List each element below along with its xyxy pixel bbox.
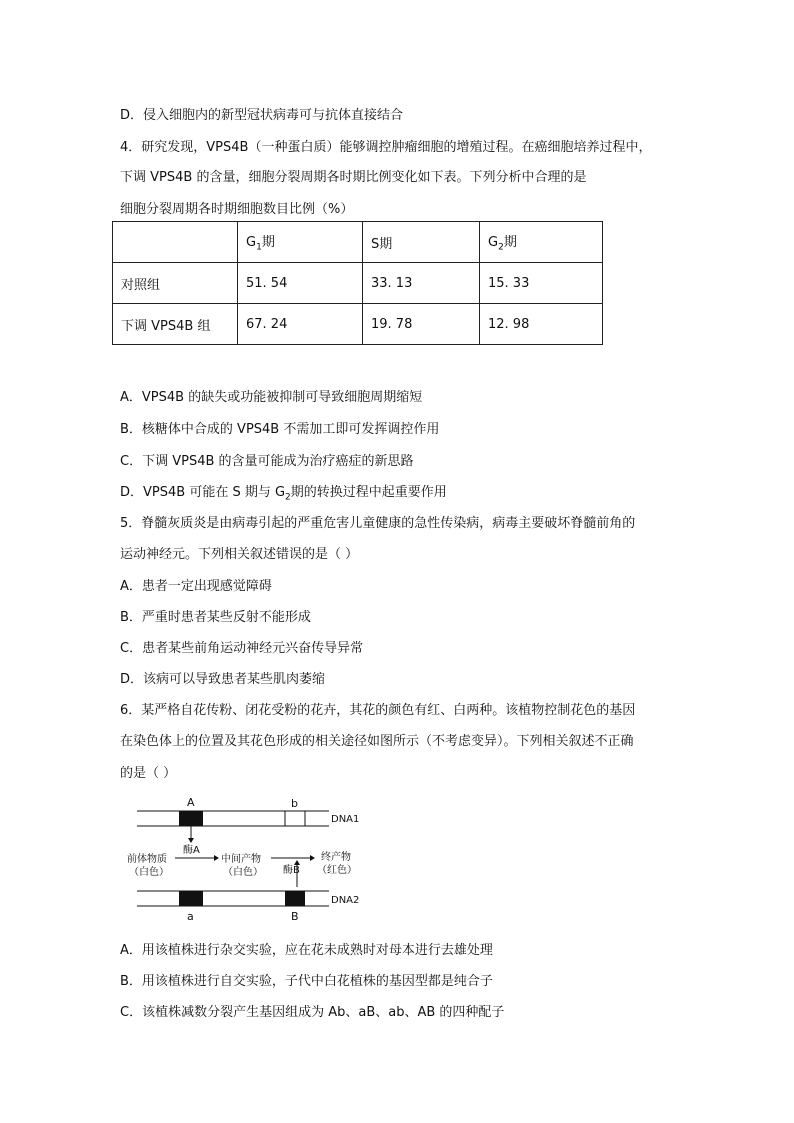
q4-option-d-post: 期的转换过程中起重要作用 [290,485,447,500]
q6-option-a: A．用该植株进行杂交实验，应在花未成熟时对母本进行去雄处理 [120,943,493,958]
gene-b-block [285,811,305,826]
q5-option-a: A．患者一定出现感觉障碍 [120,579,272,594]
gene-b-label: b [291,797,298,810]
header-g2-label: G [488,235,499,251]
cell-cycle-table [112,221,603,345]
intermediate-label: 中间产物 [221,854,261,865]
q4-option-b: B．核糖体中合成的 VPS4B 不需加工即可发挥调控作用 [120,422,440,437]
arrow-head-icon [188,838,194,843]
table-row [113,263,603,304]
q6-stem-line3: 的是（ ） [120,766,177,781]
q4-option-c: C．下调 VPS4B 的含量可能成为治疗癌症的新思路 [120,454,414,469]
q6-option-c: C．该植株减数分裂产生基因组成为 Ab、aB、ab、AB 的四种配子 [120,1005,505,1020]
arrow-head-icon [294,860,300,865]
table-cell: 对照组 [113,263,238,304]
arrow-head-icon [310,855,315,861]
gene-B-block [285,891,305,906]
precursor-label: 前体物质 [127,854,167,865]
q6-option-b: B．用该植株进行自交实验，子代中白花植株的基因型都是纯合子 [120,974,493,989]
header-g1-label: G [246,235,257,251]
dna1-label: DNA1 [331,814,360,825]
table-cell: 51. 54 [238,263,363,304]
q6-stem-line1: 6．某严格自花传粉、闭花受粉的花卉，其花的颜色有红、白两种。该植物控制花色的基因 [120,703,636,718]
table-cell: 12. 98 [480,304,603,345]
precursor-color: （白色） [129,867,169,878]
gene-pathway-diagram [125,792,385,924]
table-header-cell [238,222,363,263]
gene-A-block [179,811,203,826]
q4-stem-line1: 4．研究发现，VPS4B（一种蛋白质）能够调控肿瘤细胞的增殖过程。在癌细胞培养过程中， [120,140,652,155]
q4-option-d [120,481,447,503]
q5-option-b: B．严重时患者某些反射不能形成 [120,610,311,625]
gene-a-label: a [187,910,194,923]
final-color: （红色） [317,865,357,876]
final-label: 终产物 [321,852,351,863]
q6-stem-line2: 在染色体上的位置及其花色形成的相关途径如图所示（不考虑变异）。下列相关叙述不正确 [120,734,634,749]
q5-option-c: C．患者某些前角运动神经元兴奋传导异常 [120,641,364,656]
table-header-cell [113,222,238,263]
q5-option-d: D．该病可以导致患者某些肌肉萎缩 [120,672,326,687]
q4-table-caption: 细胞分裂周期各时期细胞数目比例（%） [120,202,354,217]
dna2-label: DNA2 [331,895,360,906]
table-row [113,304,603,345]
table-cell: 67. 24 [238,304,363,345]
table-header-cell [480,222,603,263]
q4-stem-line2: 下调 VPS4B 的含量，细胞分裂周期各时期比例变化如下表。下列分析中合理的是 [120,170,587,185]
enzyme-A-label: 酶A [183,845,200,856]
table-cell: 33. 13 [363,263,480,304]
q4-option-d-sub: 2 [285,492,291,503]
table-cell: 下调 VPS4B 组 [113,304,238,345]
q5-stem-line2: 运动神经元。下列相关叙述错误的是（ ） [120,547,359,562]
table-cell: 19. 78 [363,304,480,345]
arrow-head-icon [214,855,219,861]
table-header-cell: S期 [363,222,480,263]
header-g1-suffix: 期 [261,235,275,251]
intermediate-color: （白色） [223,867,263,878]
header-g1-sub: 1 [256,242,262,253]
table-header-row [113,222,603,263]
gene-a-block [179,891,203,906]
header-g2-sub: 2 [498,242,504,253]
q5-stem-line1: 5．脊髓灰质炎是由病毒引起的严重危害儿童健康的急性传染病，病毒主要破坏脊髓前角的 [120,516,636,531]
q3-option-d: D．侵入细胞内的新型冠状病毒可与抗体直接结合 [120,108,404,123]
enzyme-B-label: 酶B [283,865,300,876]
header-g2-suffix: 期 [503,235,517,251]
q4-option-d-pre: D．VPS4B 可能在 S 期与 G [120,485,286,500]
gene-A-label: A [187,796,195,809]
gene-B-label: B [291,910,299,923]
q4-option-a: A．VPS4B 的缺失或功能被抑制可导致细胞周期缩短 [120,390,423,405]
table-cell: 15. 33 [480,263,603,304]
